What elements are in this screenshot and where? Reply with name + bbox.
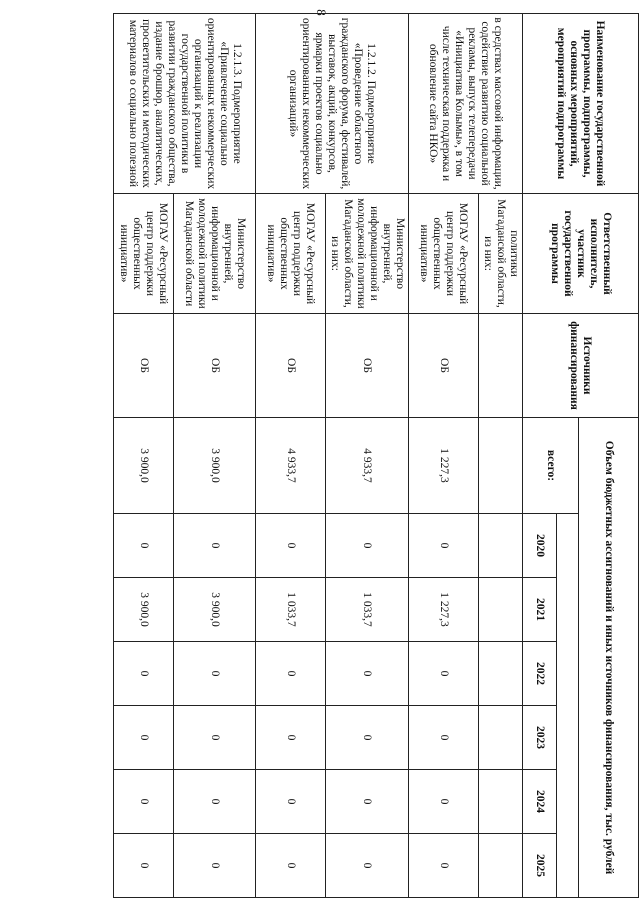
value-cell: 0 — [114, 514, 174, 578]
funding-table — [113, 13, 639, 898]
value-cell — [479, 418, 523, 514]
executor-cell: МОГАУ «Ресурсный центр поддержки общественных инициатив» — [114, 194, 174, 314]
value-cell: 0 — [409, 706, 479, 770]
value-cell: 1 227,3 — [409, 578, 479, 642]
value-cell: 0 — [326, 514, 409, 578]
value-cell: 0 — [114, 834, 174, 898]
value-cell: 0 — [174, 770, 256, 834]
value-cell: 3 900,0 — [174, 418, 256, 514]
value-cell — [479, 706, 523, 770]
value-cell: 0 — [114, 770, 174, 834]
value-cell: 0 — [409, 770, 479, 834]
header-year: 2021 — [523, 578, 557, 642]
executor-cell: политики Магаданской области, из них: — [479, 194, 523, 314]
header-funding-group: Объем бюджетных ассигнований и иных источников финансирования, тыс. рублей — [579, 418, 639, 898]
value-cell: 4 933,7 — [326, 418, 409, 514]
header-year: 2022 — [523, 642, 557, 706]
program-name-cell: 1.2.1.2. Подмероприятие «Проведение областного гражданского форума, фестивалей, выставок, акций, конкурсов, ярмарки проектов социально ориентированных некоммерческих организаций» — [256, 14, 409, 194]
executor-cell: МОГАУ «Ресурсный центр поддержки общественных инициатив» — [409, 194, 479, 314]
value-cell: 1 033,7 — [326, 578, 409, 642]
value-cell: 0 — [256, 514, 326, 578]
source-cell: ОБ — [256, 314, 326, 418]
program-name-cell: 1.2.1.3. Подмероприятие «Привлечение социально ориентированных некоммерческих организаций к реализации государственной политики в развитии гражданского общества, издание брошюр, аналитических, просветительских и методических материалов о социально полезной — [114, 14, 256, 194]
header-year: 2020 — [523, 514, 557, 578]
source-cell — [479, 314, 523, 418]
rotated-table-container — [59, 13, 639, 897]
value-cell: 0 — [114, 706, 174, 770]
executor-cell: МОГАУ «Ресурсный центр поддержки общественных инициатив» — [256, 194, 326, 314]
value-cell: 3 900,0 — [114, 418, 174, 514]
page-number: 8 — [313, 9, 329, 16]
value-cell: 0 — [256, 770, 326, 834]
value-cell: 0 — [174, 514, 256, 578]
source-cell: ОБ — [174, 314, 256, 418]
value-cell: 0 — [256, 642, 326, 706]
header-executor: Ответственный исполнитель, участник государственной программы — [523, 194, 639, 314]
header-year: 2023 — [523, 706, 557, 770]
value-cell: 0 — [326, 770, 409, 834]
value-cell: 3 900,0 — [114, 578, 174, 642]
source-cell: ОБ — [326, 314, 409, 418]
value-cell: 0 — [326, 642, 409, 706]
value-cell: 0 — [174, 834, 256, 898]
value-cell: 0 — [174, 706, 256, 770]
source-cell: ОБ — [114, 314, 174, 418]
value-cell — [479, 642, 523, 706]
value-cell: 0 — [326, 706, 409, 770]
value-cell: 0 — [174, 642, 256, 706]
table-row — [479, 14, 523, 898]
header-source: Источники финансирования — [523, 314, 639, 418]
value-cell: 0 — [409, 514, 479, 578]
header-name: Наименование государственной программы, подпрограммы, основных мероприятий, мероприятий подпрограммы — [523, 14, 639, 194]
value-cell: 0 — [409, 642, 479, 706]
value-cell: 0 — [256, 706, 326, 770]
value-cell: 0 — [114, 642, 174, 706]
value-cell — [479, 770, 523, 834]
program-name-cell: в средствах массовой информации, содействие развитию социальной рекламы, выпуск телепередачи «Инициатива Колымы», в том числе техническая поддержка и обновление сайта НКО» — [409, 14, 523, 194]
value-cell: 1 227,3 — [409, 418, 479, 514]
value-cell: 0 — [326, 834, 409, 898]
value-cell: 4 933,7 — [256, 418, 326, 514]
value-cell: 0 — [256, 834, 326, 898]
source-cell: ОБ — [409, 314, 479, 418]
table-row — [326, 14, 409, 898]
value-cell — [479, 514, 523, 578]
table-row — [174, 14, 256, 898]
value-cell — [479, 578, 523, 642]
executor-cell: Министерство внутренней, информационной и молодежной политики Магаданской области — [174, 194, 256, 314]
value-cell: 3 900,0 — [174, 578, 256, 642]
header-total: всего: — [523, 418, 579, 514]
header-year: 2024 — [523, 770, 557, 834]
value-cell — [479, 834, 523, 898]
value-cell: 1 033,7 — [256, 578, 326, 642]
value-cell: 0 — [409, 834, 479, 898]
executor-cell: Министерство внутренней, информационной и молодежной политики Магаданской области, из них: — [326, 194, 409, 314]
header-year: 2025 — [523, 834, 557, 898]
